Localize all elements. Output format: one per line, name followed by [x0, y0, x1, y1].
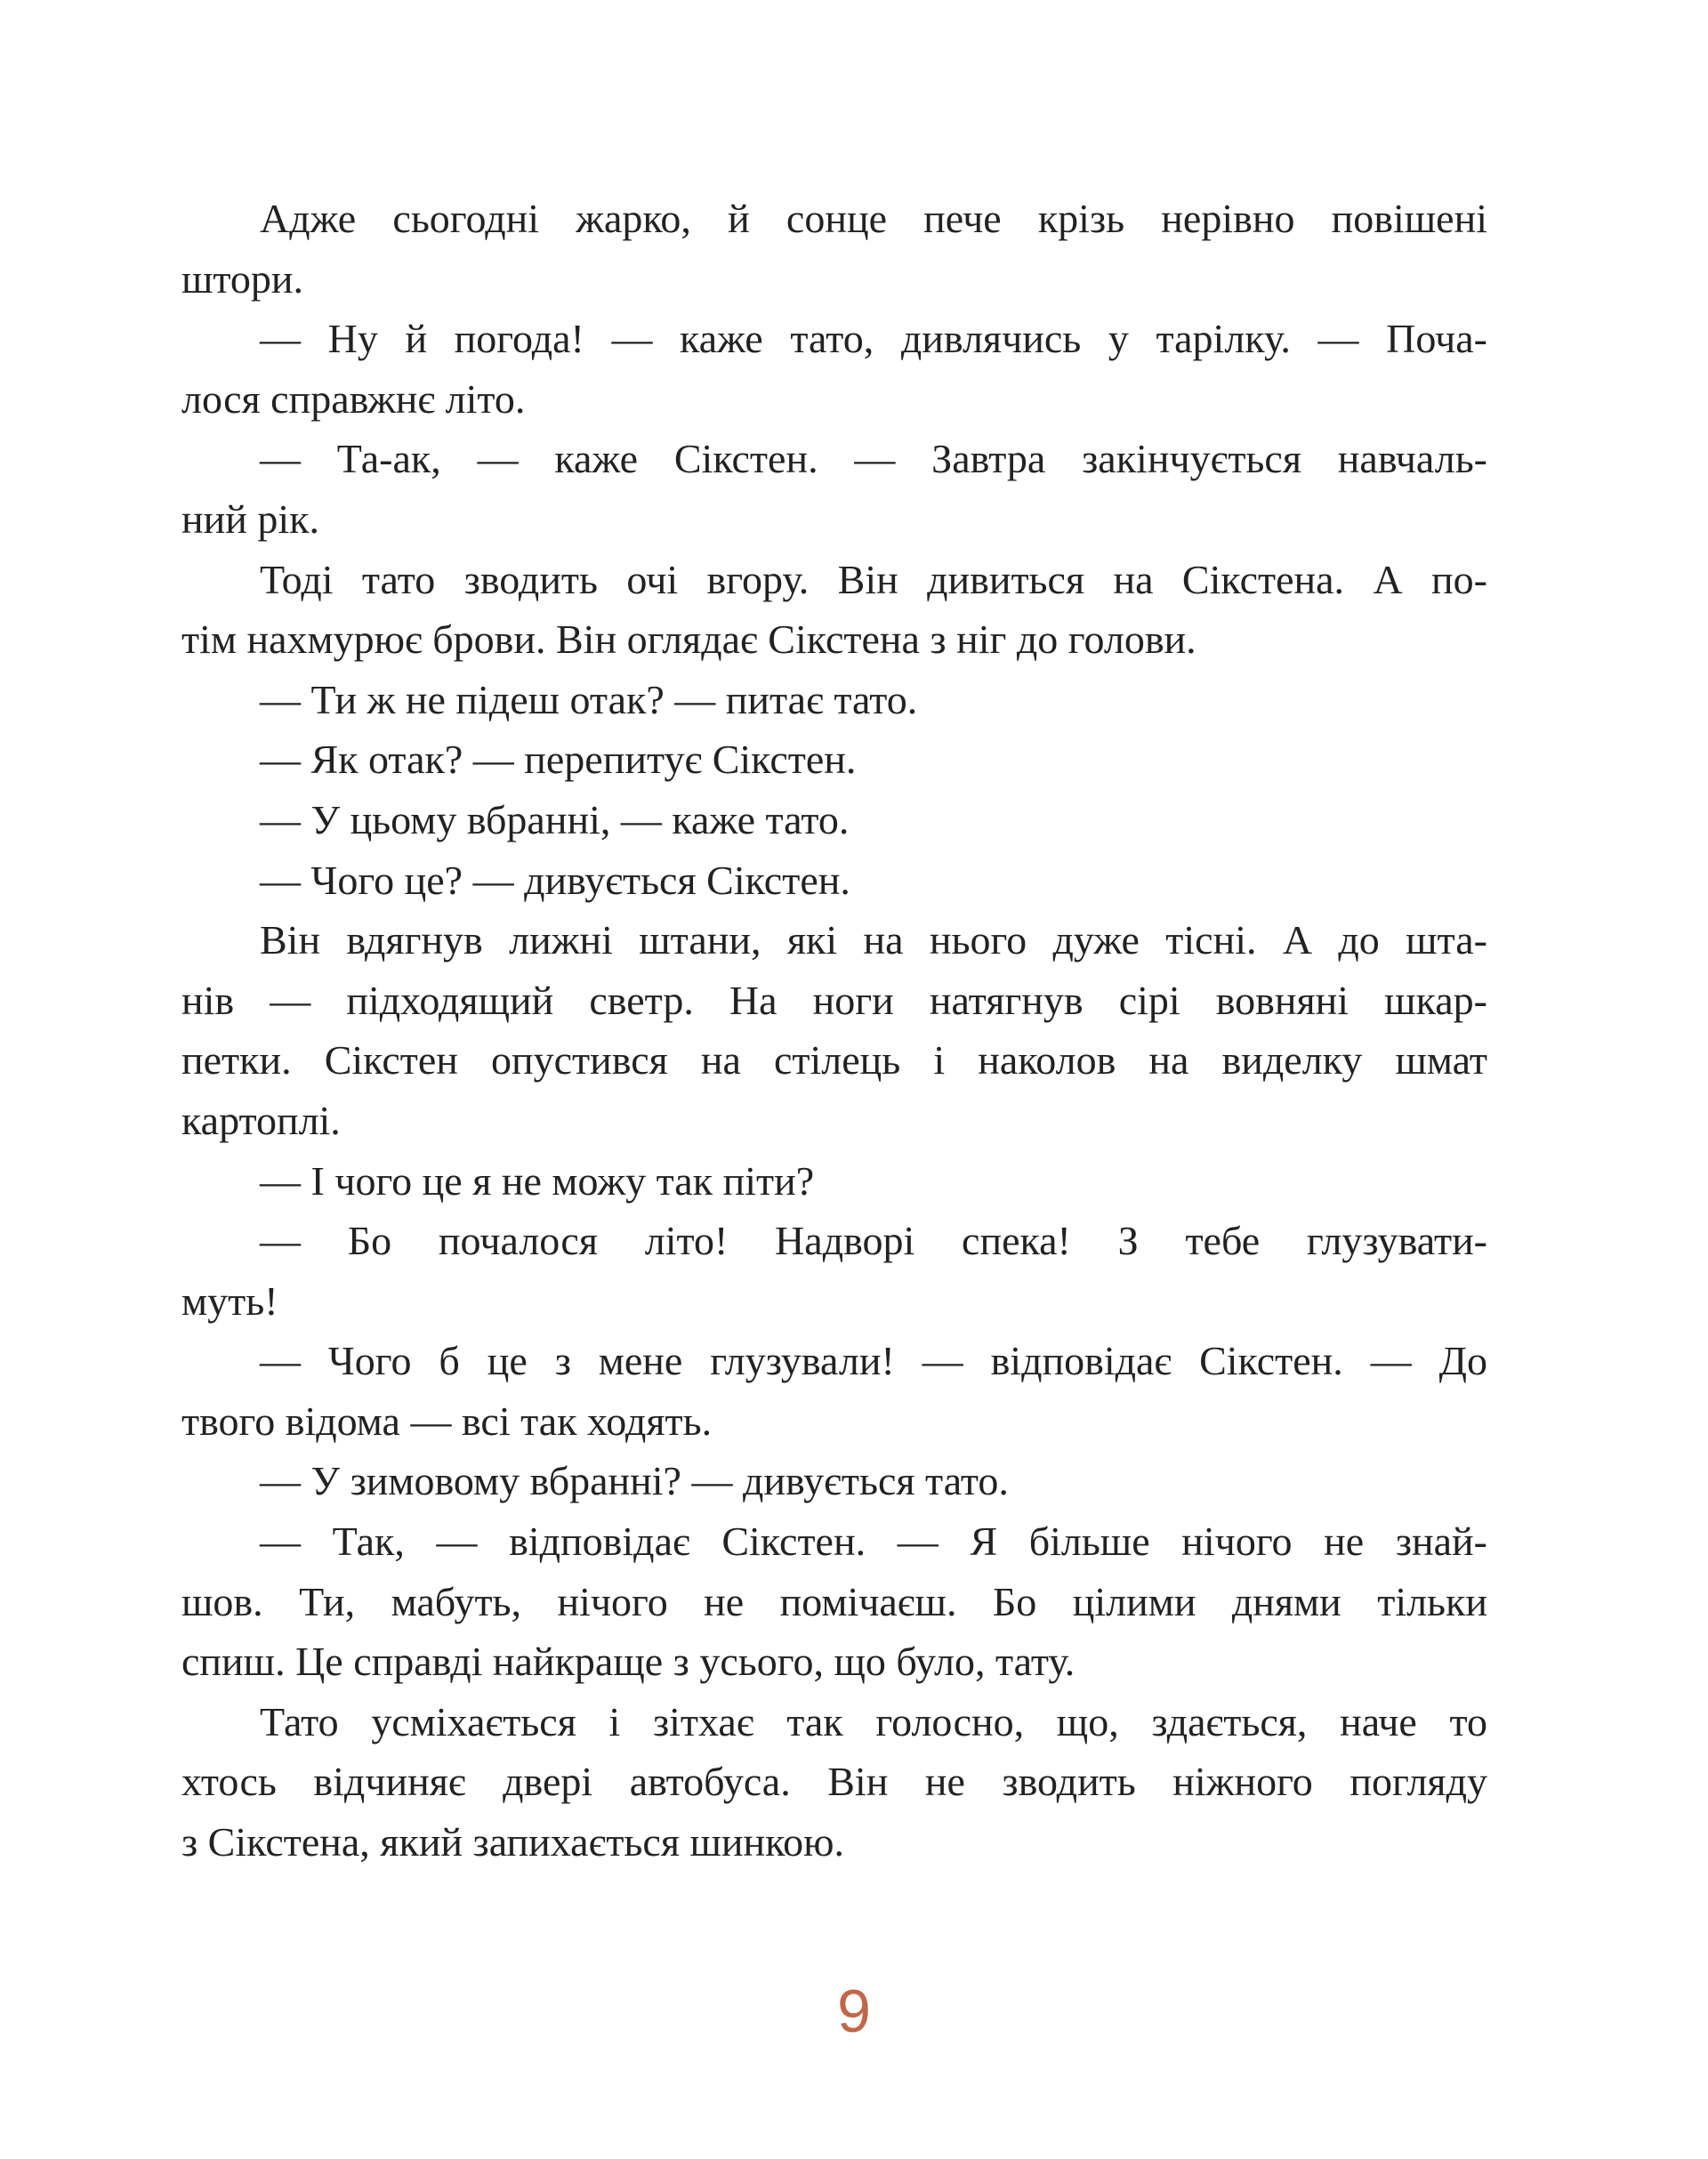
paragraph [181, 309, 1487, 429]
paragraph [181, 850, 1487, 911]
paragraph [181, 1211, 1487, 1331]
text-line: — Ти ж не підеш отак? — питає тато. [260, 676, 918, 722]
text-line: — І чого це я не можу так піти? [260, 1157, 815, 1204]
text-line: — Чого б це з мене глузували! — відповідає Сікстен. — До [260, 1338, 1487, 1384]
text-line: муть! [181, 1277, 278, 1324]
paragraph [181, 729, 1487, 790]
text-line: ний рік. [181, 495, 319, 542]
body-text [181, 189, 1487, 1873]
paragraph [181, 910, 1487, 1150]
text-line: Адже сьогодні жарко, й сонце пече крізь нерівно повішені [260, 196, 1487, 241]
text-line: Тоді тато зводить очі вгору. Він дивиться на Сікстена. А по- [260, 556, 1487, 602]
text-line: спиш. Це справді найкраще з усього, що було, тату. [181, 1639, 1076, 1685]
text-line: штори. [181, 255, 304, 302]
paragraph [181, 189, 1487, 309]
text-line: Він вдягнув лижні штани, які на нього дуже тісні. А до шта- [260, 917, 1487, 963]
text-line: — Так, — відповідає Сікстен. — Я більше нічого не знай- [260, 1519, 1487, 1565]
text-line: твого відома — всі так ходять. [181, 1398, 713, 1444]
paragraph [181, 1451, 1487, 1511]
text-line: з Сікстена, який запихається шинкою. [181, 1819, 845, 1865]
text-line: Тато усміхається і зітхає так голосно, що, здається, наче то [260, 1698, 1487, 1744]
text-line: — У зимовому вбранні? — дивується тато. [260, 1458, 1009, 1504]
paragraph [181, 790, 1487, 850]
text-line: тім нахмурює брови. Він оглядає Сікстена з ніг до голови. [181, 616, 1196, 663]
text-line: — У цьому вбранні, — каже тато. [260, 796, 850, 842]
text-line: лося справжнє літо. [181, 375, 526, 422]
text-line: — Ну й погода! — каже тато, дивлячись у тарілку. — Поча- [260, 316, 1487, 362]
paragraph [181, 1331, 1487, 1451]
page-number: 9 [837, 1978, 871, 2045]
paragraph [181, 1692, 1487, 1873]
paragraph [181, 429, 1487, 549]
text-line: хтось відчиняє двері автобуса. Він не зводить ніжного погляду [181, 1759, 1487, 1805]
paragraph [181, 1511, 1487, 1692]
paragraph [181, 1151, 1487, 1212]
paragraph [181, 550, 1487, 670]
text-line: нів — підходящий светр. На ноги натягнув сірі вовняні шкар- [181, 977, 1487, 1023]
paragraph [181, 670, 1487, 730]
text-line: шов. Ти, мабуть, нічого не помічаєш. Бо цілими днями тільки [181, 1578, 1487, 1624]
text-line: петки. Сікстен опустився на стілець і наколов на виделку шмат [181, 1037, 1487, 1084]
text-line: — Бо почалося літо! Надворі спека! З тебе глузувати- [260, 1218, 1487, 1264]
text-line: картоплі. [181, 1097, 341, 1143]
text-line: — Як отак? — перепитує Сікстен. [260, 737, 857, 783]
text-line: — Та-ак, — каже Сікстен. — Завтра закінчується навчаль- [260, 436, 1487, 482]
text-line: — Чого це? — дивується Сікстен. [260, 857, 850, 903]
